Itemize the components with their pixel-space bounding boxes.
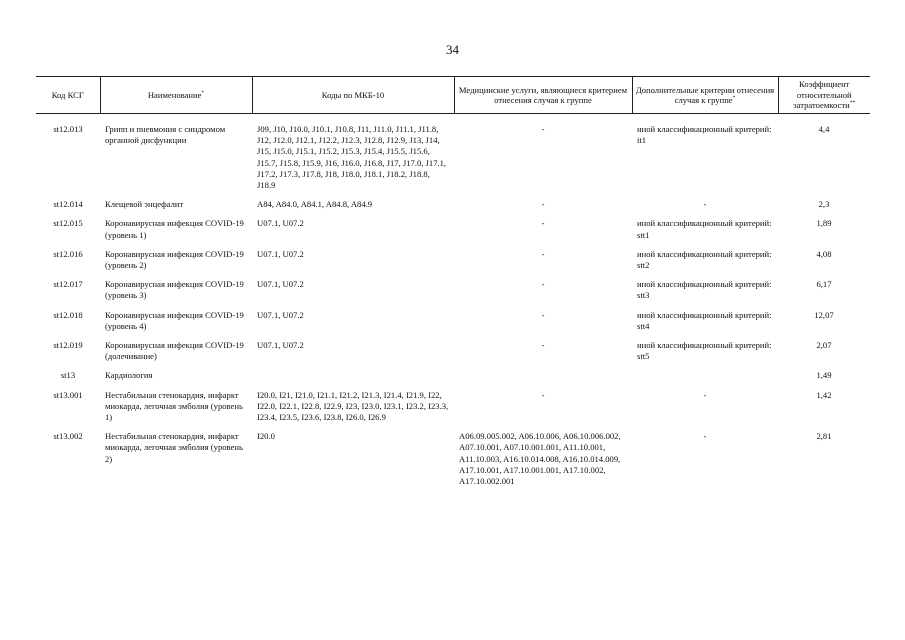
cell-name: Коронавирусная инфекция COVID-19 (долечивание) (105, 340, 244, 362)
cell-criteria (632, 370, 778, 389)
header-name: Наименование* (100, 77, 252, 114)
cell-services: - (541, 248, 545, 259)
cell-mkb: U07.1, U07.2 (257, 218, 304, 229)
cell-code: st13 (60, 370, 76, 381)
table-row (36, 390, 870, 432)
header-coef: Коэффициент относительной затратоемкости** (778, 77, 870, 114)
cell-mkb: U07.1, U07.2 (257, 248, 304, 259)
cell-name: Нестабильная стенокардия, инфаркт миокарда, легочная эмболия (уровень 2) (105, 431, 243, 464)
cell-criteria: иной классификационный критерий: stt5 (637, 340, 772, 362)
cell-criteria: - (703, 199, 707, 210)
cell-coef: 1,49 (816, 370, 832, 381)
table-row (36, 199, 870, 218)
table-row (36, 249, 870, 279)
table-body (36, 114, 870, 496)
header-criteria-footnote-mark: * (732, 95, 736, 102)
cell-coef: 1,42 (816, 389, 832, 400)
cell-code: st13.002 (53, 431, 83, 442)
cell-criteria: иной классификационный критерий: stt3 (637, 279, 772, 301)
header-code: Код КСГ (36, 77, 100, 114)
cell-code: st12.013 (53, 124, 83, 134)
cell-criteria: иной классификационный критерий: stt2 (637, 248, 772, 271)
page-number: 34 (446, 42, 459, 57)
header-mkb: Коды по МКБ-10 (252, 77, 454, 114)
cell-criteria: - (703, 389, 707, 400)
cell-code: st12.018 (53, 309, 83, 320)
cell-coef: 6,17 (816, 279, 832, 290)
table-row-section (36, 370, 870, 389)
header-services: Медицинские услуги, являющиеся критерием отнесения случая к группе (454, 77, 632, 114)
cell-services: - (541, 199, 545, 210)
table-row (36, 310, 870, 340)
cell-code: st12.019 (53, 340, 83, 351)
cell-code: st12.014 (53, 199, 83, 210)
cell-criteria: - (703, 431, 707, 442)
cell-name: Грипп и пневмония с синдромом органной дисфункции (105, 124, 226, 146)
cell-criteria: иной классификационный критерий: it1 (637, 124, 772, 146)
ksg-table (36, 76, 870, 495)
cell-mkb (252, 370, 454, 389)
header-criteria: Дополнительные критерии отнесения случая к группе* (632, 77, 778, 114)
cell-criteria: иной классификационный критерий: stt1 (637, 218, 772, 240)
table-row (36, 218, 870, 248)
cell-name: Кардиология (105, 370, 153, 381)
cell-code: st12.015 (53, 218, 83, 229)
cell-code: st12.016 (53, 248, 83, 259)
cell-coef: 1,89 (816, 218, 832, 229)
cell-coef: 2,3 (818, 199, 830, 210)
table-row (36, 431, 870, 495)
cell-services: - (541, 340, 545, 351)
table-row (36, 279, 870, 309)
table-row (36, 124, 870, 199)
cell-services: - (541, 389, 545, 400)
cell-mkb: U07.1, U07.2 (257, 340, 304, 351)
cell-coef: 4,4 (818, 124, 830, 134)
cell-code: st12.017 (53, 279, 83, 290)
cell-mkb: U07.1, U07.2 (257, 309, 304, 320)
cell-services: - (541, 309, 545, 320)
cell-services: - (541, 279, 545, 290)
cell-mkb: I20.0, I21, I21.0, I21.1, I21.2, I21.3, I21.4, I21.9, I22, I22.0, I22.1, I22.8, I22.9, I23, I23.0, I23.1, I23.2, I23.3, I23.4, I23.5, I23.6, I23.8, I26.0, I26.9 (257, 389, 449, 423)
cell-coef: 4,08 (816, 248, 832, 259)
cell-services: - (541, 218, 545, 229)
header-coef-footnote-mark: ** (849, 100, 856, 107)
cell-services: A06.09.005.002, A06.10.006, A06.10.006.002, A07.10.001, A07.10.001.001, A11.10.001, A11.10.003, A16.10.014.008, A16.10.014.009, A17.10.001, A17.10.001.001, A17.10.002, A17.10.002.001 (459, 431, 621, 487)
cell-name: Коронавирусная инфекция COVID-19 (уровень 3) (105, 279, 244, 301)
cell-mkb: I20.0 (257, 431, 275, 442)
cell-services (454, 370, 632, 389)
cell-mkb: A84, A84.0, A84.1, A84.8, A84.9 (257, 199, 373, 210)
cell-name: Коронавирусная инфекция COVID-19 (уровень 4) (105, 309, 244, 331)
header-name-footnote-mark: * (201, 89, 205, 96)
cell-coef: 2,81 (816, 431, 832, 442)
table-row (36, 340, 870, 370)
cell-mkb: U07.1, U07.2 (257, 279, 304, 290)
cell-mkb: J09, J10, J10.0, J10.1, J10.8, J11, J11.0, J11.1, J11.8, J12, J12.0, J12.1, J12.2, J12.3, J12.8, J12.9, J13, J14, J15, J15.0, J15.1, J15.2, J15.3, J15.4, J15.5, J15.6, J15.7, J15.8, J15.9, J16, J16.0, J16.8, J17, J17.0, J17.1, J17.2, J17.3, J17.8, J18, J18.0, J18.1, J18.2, J18.8, J18.9 (257, 124, 447, 191)
cell-name: Нестабильная стенокардия, инфаркт миокарда, легочная эмболия (уровень 1) (105, 389, 243, 423)
cell-name: Коронавирусная инфекция COVID-19 (уровень 2) (105, 248, 244, 271)
cell-criteria: иной классификационный критерий: stt4 (637, 309, 772, 331)
cell-coef: 2,07 (816, 340, 832, 351)
cell-services: - (541, 124, 545, 134)
table-header (36, 77, 870, 114)
cell-name: Коронавирусная инфекция COVID-19 (уровень 1) (105, 218, 244, 240)
cell-coef: 12,07 (814, 309, 834, 320)
cell-code: st13.001 (53, 389, 83, 400)
cell-name: Клещевой энцефалит (105, 199, 184, 210)
